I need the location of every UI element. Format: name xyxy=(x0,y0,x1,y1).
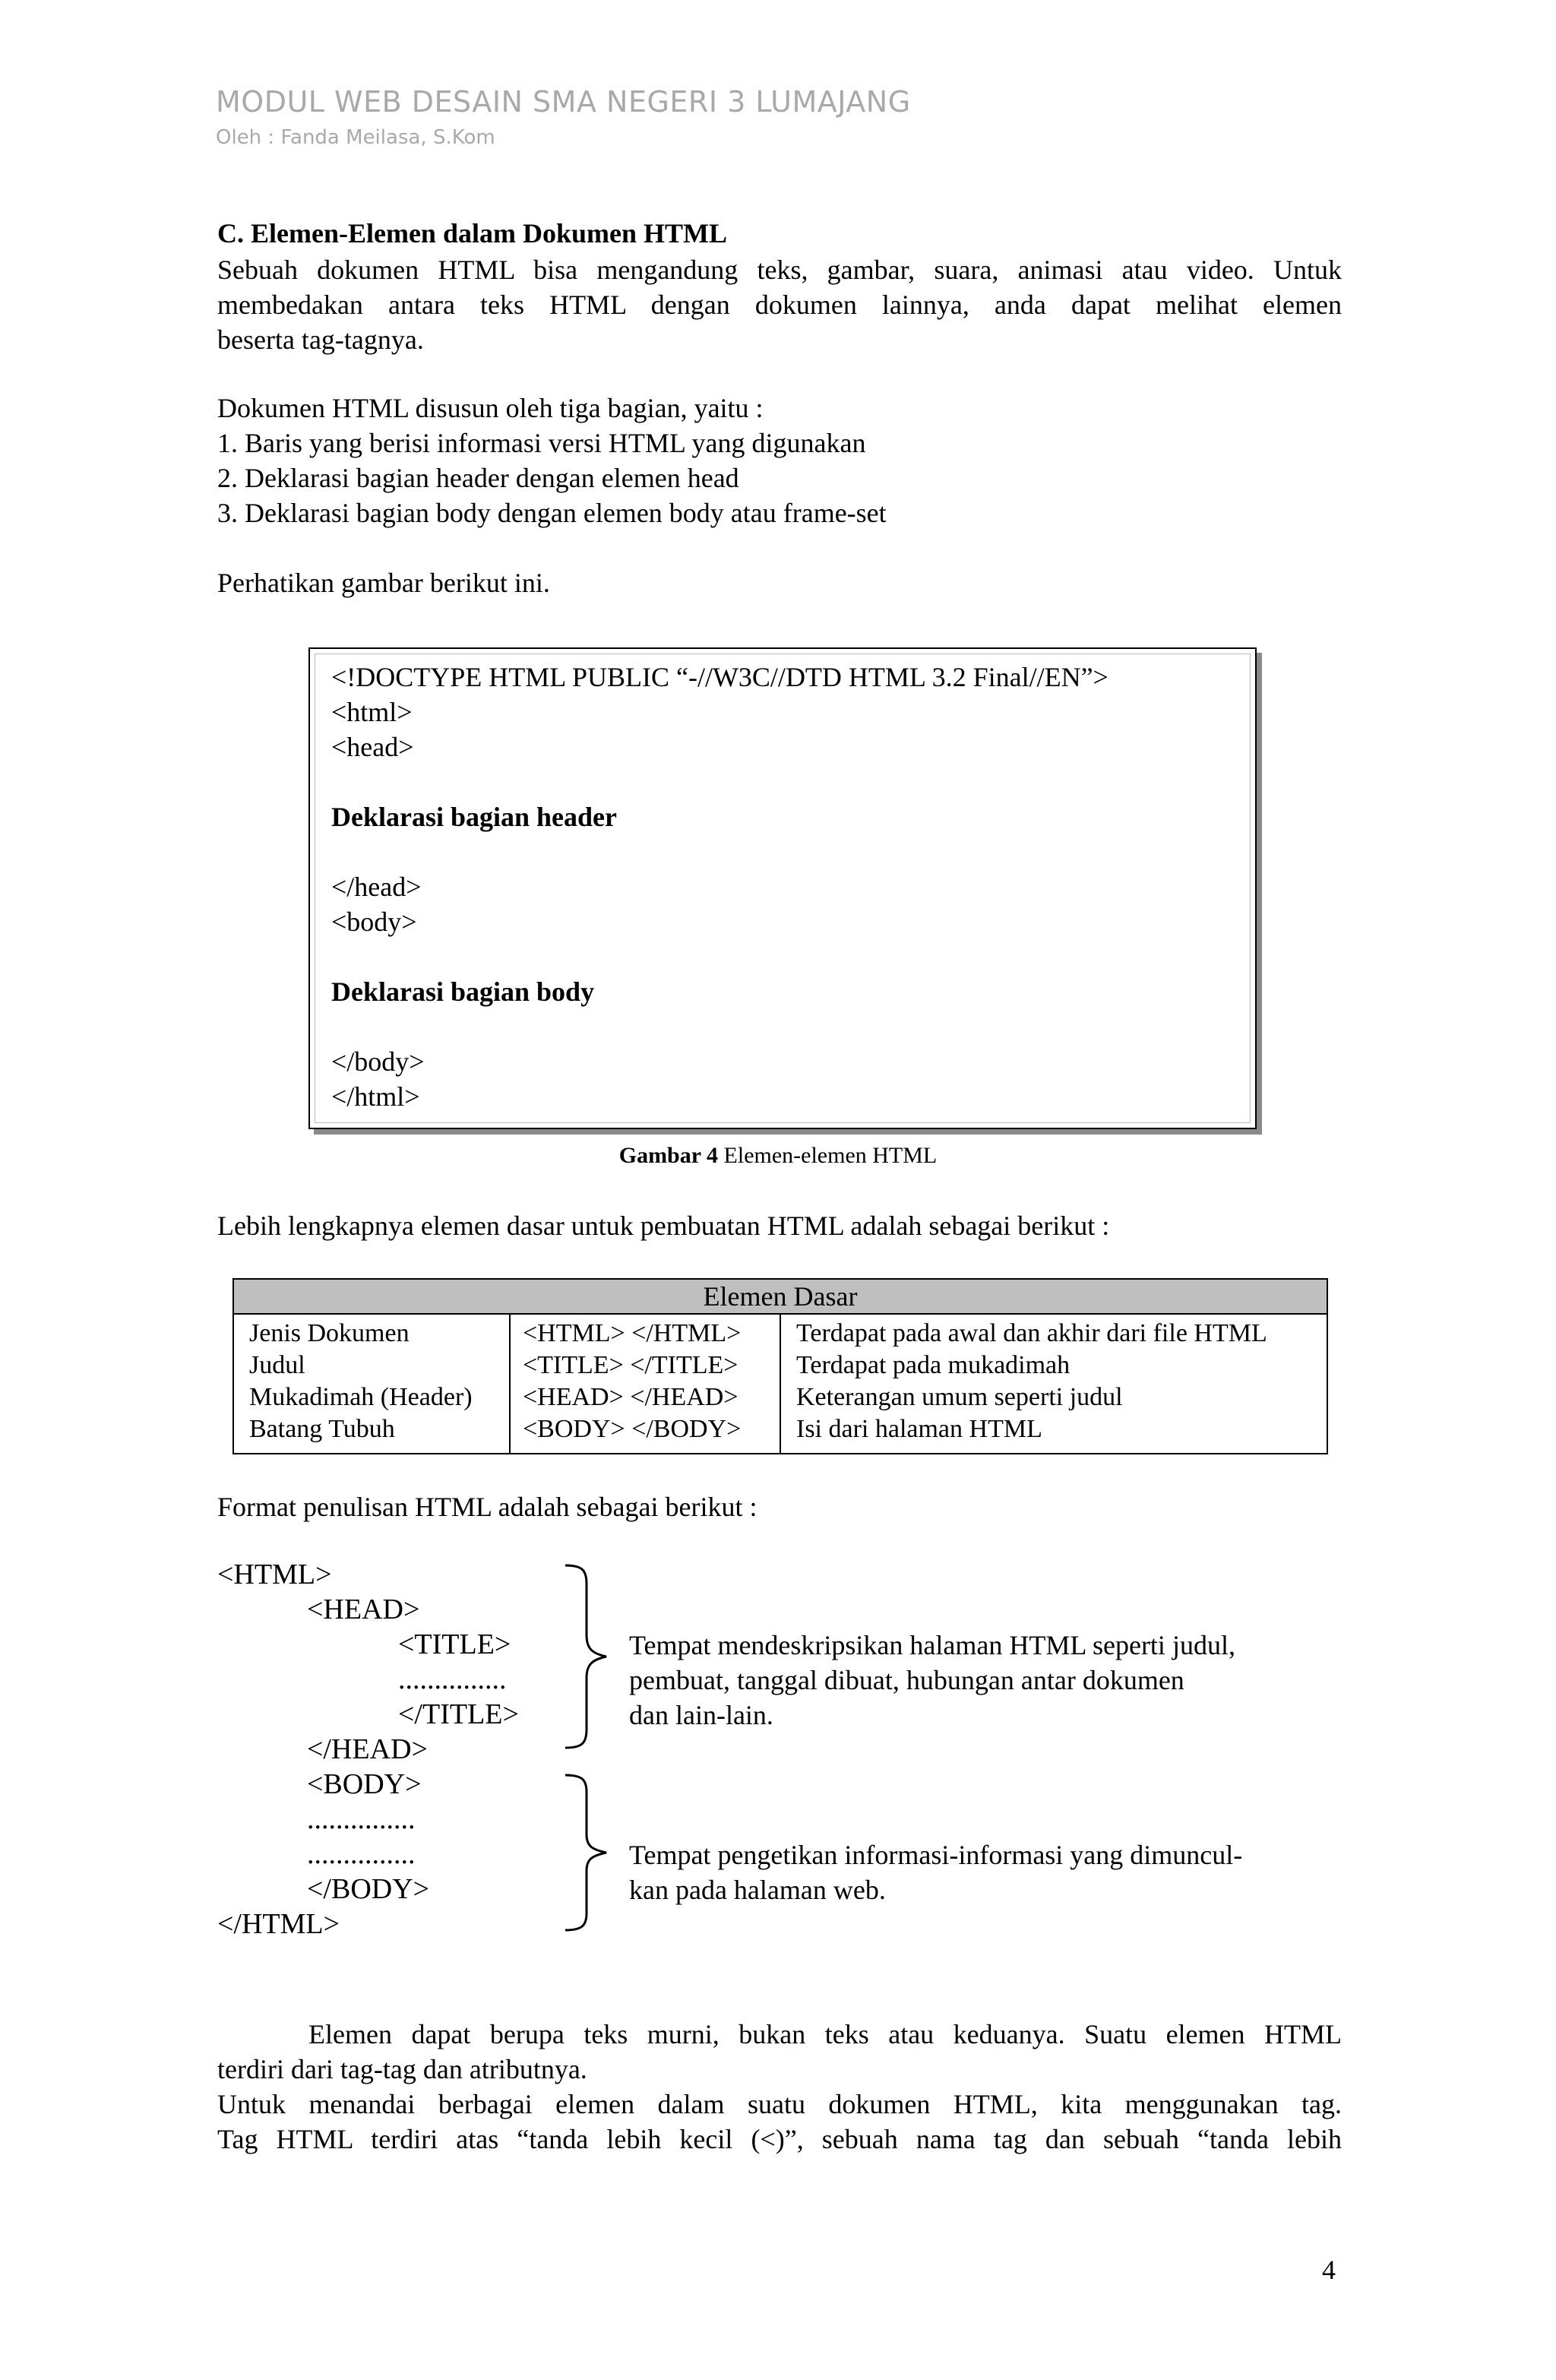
format-head-close: </HEAD> xyxy=(307,1733,428,1765)
table-cell: Jenis Dokumen xyxy=(249,1319,410,1347)
figure-intro: Perhatikan gambar berikut ini. xyxy=(217,568,550,598)
head-description-line-1: Tempat mendeskripsikan halaman HTML seperti judul, xyxy=(629,1630,1235,1660)
table-cell: Terdapat pada awal dan akhir dari file HTML xyxy=(796,1319,1267,1347)
closing-p2-line-1: Untuk menandai berbagai elemen dalam suatu dokumen HTML, kita menggunakan tag. xyxy=(217,2089,1342,2119)
closing-p1-line-2: terdiri dari tag-tag dan atributnya. xyxy=(217,2054,587,2084)
figure-head-close: </head> xyxy=(331,872,422,902)
intro-line-1: Sebuah dokumen HTML bisa mengandung teks, gambar, suara, animasi atau video. Untuk xyxy=(217,255,1342,285)
format-head-open: <HEAD> xyxy=(307,1594,420,1625)
table-intro: Lebih lengkapnya elemen dasar untuk pembuatan HTML adalah sebagai berikut : xyxy=(217,1211,1110,1241)
closing-p2-line-2: Tag HTML terdiri atas “tanda lebih kecil (<)”, sebuah nama tag dan sebuah “tanda lebih xyxy=(217,2124,1342,2154)
table-cell: Terdapat pada mukadimah xyxy=(796,1351,1071,1379)
format-title-content: ............... xyxy=(398,1663,507,1695)
table-cell: Mukadimah (Header) xyxy=(249,1383,473,1411)
head-description-line-2: pembuat, tanggal dibuat, hubungan antar dokumen xyxy=(629,1665,1184,1695)
format-body-content-2: ............... xyxy=(307,1838,416,1870)
html-structure-figure xyxy=(308,647,1257,1129)
format-intro: Format penulisan HTML adalah sebagai berikut : xyxy=(217,1492,757,1522)
table-cell: <TITLE> </TITLE> xyxy=(523,1351,738,1379)
format-title-close: </TITLE> xyxy=(398,1698,519,1730)
figure-body-declaration: Deklarasi bagian body xyxy=(331,976,595,1007)
format-title-open: <TITLE> xyxy=(398,1628,511,1660)
parts-item-1: 1. Baris yang berisi informasi versi HTML yang digunakan xyxy=(217,428,866,458)
basic-elements-table xyxy=(232,1278,1328,1454)
table-body xyxy=(234,1315,1327,1453)
parts-item-2: 2. Deklarasi bagian header dengan elemen head xyxy=(217,463,739,493)
format-html-close: </HTML> xyxy=(217,1908,340,1940)
figure-html-close: </html> xyxy=(331,1081,420,1112)
figure-body-close: </body> xyxy=(331,1046,425,1077)
figure-header-declaration: Deklarasi bagian header xyxy=(331,802,618,832)
format-html-open: <HTML> xyxy=(217,1559,332,1590)
figure-doctype-line: <!DOCTYPE HTML PUBLIC “-//W3C//DTD HTML 3.2 Final//EN”> xyxy=(331,662,1108,692)
figure-caption xyxy=(0,1143,1556,1169)
table-column-tag xyxy=(511,1315,781,1453)
table-cell: Judul xyxy=(249,1351,305,1379)
section-heading: C. Elemen-Elemen dalam Dokumen HTML xyxy=(217,218,727,248)
closing-p1-line-1: Elemen dapat berupa teks murni, bukan teks atau keduanya. Suatu elemen HTML xyxy=(308,2019,1342,2049)
intro-line-2: membedakan antara teks HTML dengan dokumen lainnya, anda dapat melihat elemen xyxy=(217,290,1342,320)
figure-caption-label: Gambar 4 xyxy=(618,1143,719,1168)
table-column-description xyxy=(781,1315,1327,1453)
figure-head-open: <head> xyxy=(331,732,414,762)
figure-caption-text: Elemen-elemen HTML xyxy=(718,1143,938,1168)
figure-html-open: <html> xyxy=(331,697,413,727)
table-cell: <HTML> </HTML> xyxy=(523,1319,742,1347)
table-column-name xyxy=(234,1315,511,1453)
head-description-line-3: dan lain-lain. xyxy=(629,1700,773,1730)
document-header-title: MODUL WEB DESAIN SMA NEGERI 3 LUMAJANG xyxy=(216,85,911,119)
table-cell: Keterangan umum seperti judul xyxy=(796,1383,1123,1411)
body-brace-icon xyxy=(559,1772,612,1933)
format-body-close: </BODY> xyxy=(307,1873,430,1905)
document-header-author: Oleh : Fanda Meilasa, S.Kom xyxy=(216,126,495,149)
table-cell: Batang Tubuh xyxy=(249,1415,395,1443)
format-body-content-1: ............... xyxy=(307,1803,416,1835)
body-description-line-2: kan pada halaman web. xyxy=(629,1875,886,1905)
body-description-line-1: Tempat pengetikan informasi-informasi yang dimuncul- xyxy=(629,1840,1243,1870)
table-cell: <HEAD> </HEAD> xyxy=(523,1383,738,1411)
page-number: 4 xyxy=(1322,2255,1336,2285)
format-body-open: <BODY> xyxy=(307,1768,422,1800)
figure-body-open: <body> xyxy=(331,907,417,937)
head-brace-icon xyxy=(559,1562,612,1751)
table-cell: <BODY> </BODY> xyxy=(523,1415,742,1443)
parts-item-3: 3. Deklarasi bagian body dengan elemen body atau frame-set xyxy=(217,498,887,528)
parts-intro: Dokumen HTML disusun oleh tiga bagian, yaitu : xyxy=(217,393,764,423)
table-header: Elemen Dasar xyxy=(234,1280,1327,1315)
table-cell: Isi dari halaman HTML xyxy=(796,1415,1042,1443)
intro-line-3: beserta tag-tagnya. xyxy=(217,324,424,355)
